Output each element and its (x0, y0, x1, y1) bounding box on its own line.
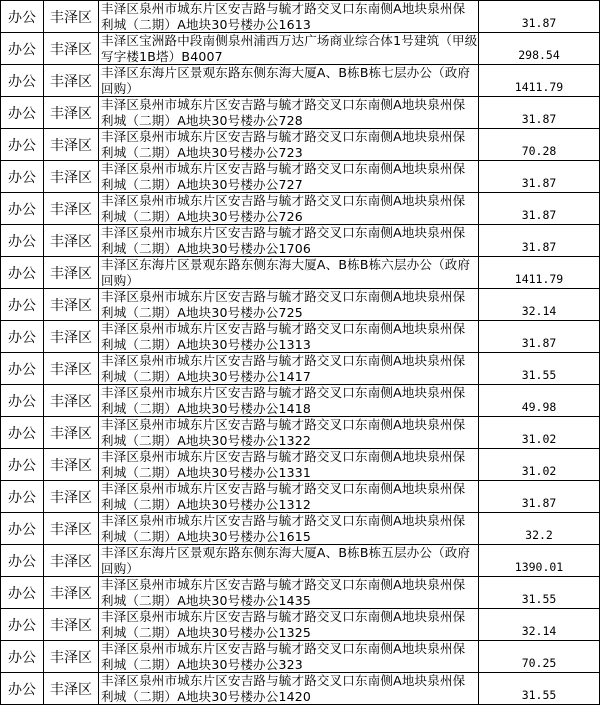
table-row (1, 321, 600, 353)
area-cell: 70.28 (479, 129, 600, 161)
address-cell: 丰泽区泉州市城东片区安吉路与毓才路交叉口东南侧A地块泉州保利城（二期）A地块30号楼办公323 (99, 641, 479, 673)
district-cell: 丰泽区 (44, 609, 99, 641)
district-cell: 丰泽区 (44, 673, 99, 705)
table-row (1, 289, 600, 321)
address-cell: 丰泽区泉州市城东片区安吉路与毓才路交叉口东南侧A地块泉州保利城（二期）A地块30号楼办公1615 (99, 513, 479, 545)
table-row (1, 225, 600, 257)
address-cell: 丰泽区泉州市城东片区安吉路与毓才路交叉口东南侧A地块泉州保利城（二期）A地块30号楼办公728 (99, 97, 479, 129)
usage-cell: 办公 (1, 257, 44, 289)
table-row (1, 417, 600, 449)
area-cell: 31.87 (479, 1, 600, 33)
district-cell: 丰泽区 (44, 545, 99, 577)
district-cell: 丰泽区 (44, 481, 99, 513)
address-cell: 丰泽区东海片区景观东路东侧东海大厦A、B栋B栋六层办公（政府回购） (99, 257, 479, 289)
table-row (1, 161, 600, 193)
table-row (1, 513, 600, 545)
usage-cell: 办公 (1, 417, 44, 449)
address-cell: 丰泽区泉州市城东片区安吉路与毓才路交叉口东南侧A地块泉州保利城（二期）A地块30号楼办公1417 (99, 353, 479, 385)
area-cell: 31.87 (479, 321, 600, 353)
table-row (1, 97, 600, 129)
usage-cell: 办公 (1, 65, 44, 97)
area-cell: 32.14 (479, 289, 600, 321)
address-cell: 丰泽区泉州市城东片区安吉路与毓才路交叉口东南侧A地块泉州保利城（二期）A地块30号楼办公725 (99, 289, 479, 321)
usage-cell: 办公 (1, 193, 44, 225)
table-row (1, 65, 600, 97)
usage-cell: 办公 (1, 1, 44, 33)
usage-cell: 办公 (1, 609, 44, 641)
area-cell: 31.02 (479, 417, 600, 449)
district-cell: 丰泽区 (44, 225, 99, 257)
address-cell: 丰泽区泉州市城东片区安吉路与毓才路交叉口东南侧A地块泉州保利城（二期）A地块30号楼办公1325 (99, 609, 479, 641)
table-row (1, 449, 600, 481)
address-cell: 丰泽区东海片区景观东路东侧东海大厦A、B栋B栋七层办公（政府回购） (99, 65, 479, 97)
usage-cell: 办公 (1, 33, 44, 65)
usage-cell: 办公 (1, 225, 44, 257)
area-cell: 1411.79 (479, 65, 600, 97)
table-row (1, 641, 600, 673)
address-cell: 丰泽区泉州市城东片区安吉路与毓才路交叉口东南侧A地块泉州保利城（二期）A地块30号楼办公1312 (99, 481, 479, 513)
address-cell: 丰泽区泉州市城东片区安吉路与毓才路交叉口东南侧A地块泉州保利城（二期）A地块30号楼办公1331 (99, 449, 479, 481)
address-cell: 丰泽区泉州市城东片区安吉路与毓才路交叉口东南侧A地块泉州保利城（二期）A地块30号楼办公1706 (99, 225, 479, 257)
usage-cell: 办公 (1, 289, 44, 321)
usage-cell: 办公 (1, 97, 44, 129)
district-cell: 丰泽区 (44, 353, 99, 385)
district-cell: 丰泽区 (44, 97, 99, 129)
property-table-body (1, 1, 600, 705)
table-row (1, 257, 600, 289)
area-cell: 298.54 (479, 33, 600, 65)
address-cell: 丰泽区泉州市城东片区安吉路与毓才路交叉口东南侧A地块泉州保利城（二期）A地块30号楼办公1418 (99, 385, 479, 417)
area-cell: 31.87 (479, 193, 600, 225)
district-cell: 丰泽区 (44, 385, 99, 417)
area-cell: 31.87 (479, 97, 600, 129)
district-cell: 丰泽区 (44, 33, 99, 65)
table-row (1, 1, 600, 33)
district-cell: 丰泽区 (44, 513, 99, 545)
area-cell: 1390.01 (479, 545, 600, 577)
address-cell: 丰泽区泉州市城东片区安吉路与毓才路交叉口东南侧A地块泉州保利城（二期）A地块30号楼办公1322 (99, 417, 479, 449)
district-cell: 丰泽区 (44, 417, 99, 449)
area-cell: 31.55 (479, 577, 600, 609)
usage-cell: 办公 (1, 481, 44, 513)
usage-cell: 办公 (1, 321, 44, 353)
address-cell: 丰泽区东海片区景观东路东侧东海大厦A、B栋B栋五层办公（政府回购） (99, 545, 479, 577)
address-cell: 丰泽区泉州市城东片区安吉路与毓才路交叉口东南侧A地块泉州保利城（二期）A地块30号楼办公726 (99, 193, 479, 225)
table-row (1, 193, 600, 225)
table-row (1, 577, 600, 609)
address-cell: 丰泽区宝洲路中段南侧泉州浦西万达广场商业综合体1号建筑（甲级写字楼1B塔）B4007 (99, 33, 479, 65)
district-cell: 丰泽区 (44, 129, 99, 161)
district-cell: 丰泽区 (44, 449, 99, 481)
table-row (1, 481, 600, 513)
usage-cell: 办公 (1, 385, 44, 417)
table-row (1, 353, 600, 385)
area-cell: 49.98 (479, 385, 600, 417)
usage-cell: 办公 (1, 449, 44, 481)
table-row (1, 33, 600, 65)
usage-cell: 办公 (1, 129, 44, 161)
district-cell: 丰泽区 (44, 193, 99, 225)
table-row (1, 385, 600, 417)
address-cell: 丰泽区泉州市城东片区安吉路与毓才路交叉口东南侧A地块泉州保利城（二期）A地块30号楼办公727 (99, 161, 479, 193)
district-cell: 丰泽区 (44, 289, 99, 321)
usage-cell: 办公 (1, 577, 44, 609)
area-cell: 31.87 (479, 481, 600, 513)
address-cell: 丰泽区泉州市城东片区安吉路与毓才路交叉口东南侧A地块泉州保利城（二期）A地块30号楼办公1435 (99, 577, 479, 609)
district-cell: 丰泽区 (44, 321, 99, 353)
address-cell: 丰泽区泉州市城东片区安吉路与毓才路交叉口东南侧A地块泉州保利城（二期）A地块30号楼办公1420 (99, 673, 479, 705)
usage-cell: 办公 (1, 545, 44, 577)
area-cell: 31.87 (479, 161, 600, 193)
area-cell: 1411.79 (479, 257, 600, 289)
area-cell: 31.55 (479, 673, 600, 705)
district-cell: 丰泽区 (44, 161, 99, 193)
usage-cell: 办公 (1, 641, 44, 673)
area-cell: 32.14 (479, 609, 600, 641)
address-cell: 丰泽区泉州市城东片区安吉路与毓才路交叉口东南侧A地块泉州保利城（二期）A地块30号楼办公723 (99, 129, 479, 161)
table-row (1, 609, 600, 641)
area-cell: 70.25 (479, 641, 600, 673)
area-cell: 31.55 (479, 353, 600, 385)
district-cell: 丰泽区 (44, 65, 99, 97)
usage-cell: 办公 (1, 161, 44, 193)
usage-cell: 办公 (1, 673, 44, 705)
district-cell: 丰泽区 (44, 257, 99, 289)
area-cell: 31.87 (479, 225, 600, 257)
address-cell: 丰泽区泉州市城东片区安吉路与毓才路交叉口东南侧A地块泉州保利城（二期）A地块30号楼办公1313 (99, 321, 479, 353)
table-row (1, 129, 600, 161)
address-cell: 丰泽区泉州市城东片区安吉路与毓才路交叉口东南侧A地块泉州保利城（二期）A地块30号楼办公1613 (99, 1, 479, 33)
district-cell: 丰泽区 (44, 641, 99, 673)
district-cell: 丰泽区 (44, 1, 99, 33)
usage-cell: 办公 (1, 513, 44, 545)
area-cell: 32.2 (479, 513, 600, 545)
area-cell: 31.02 (479, 449, 600, 481)
table-row (1, 545, 600, 577)
district-cell: 丰泽区 (44, 577, 99, 609)
usage-cell: 办公 (1, 353, 44, 385)
